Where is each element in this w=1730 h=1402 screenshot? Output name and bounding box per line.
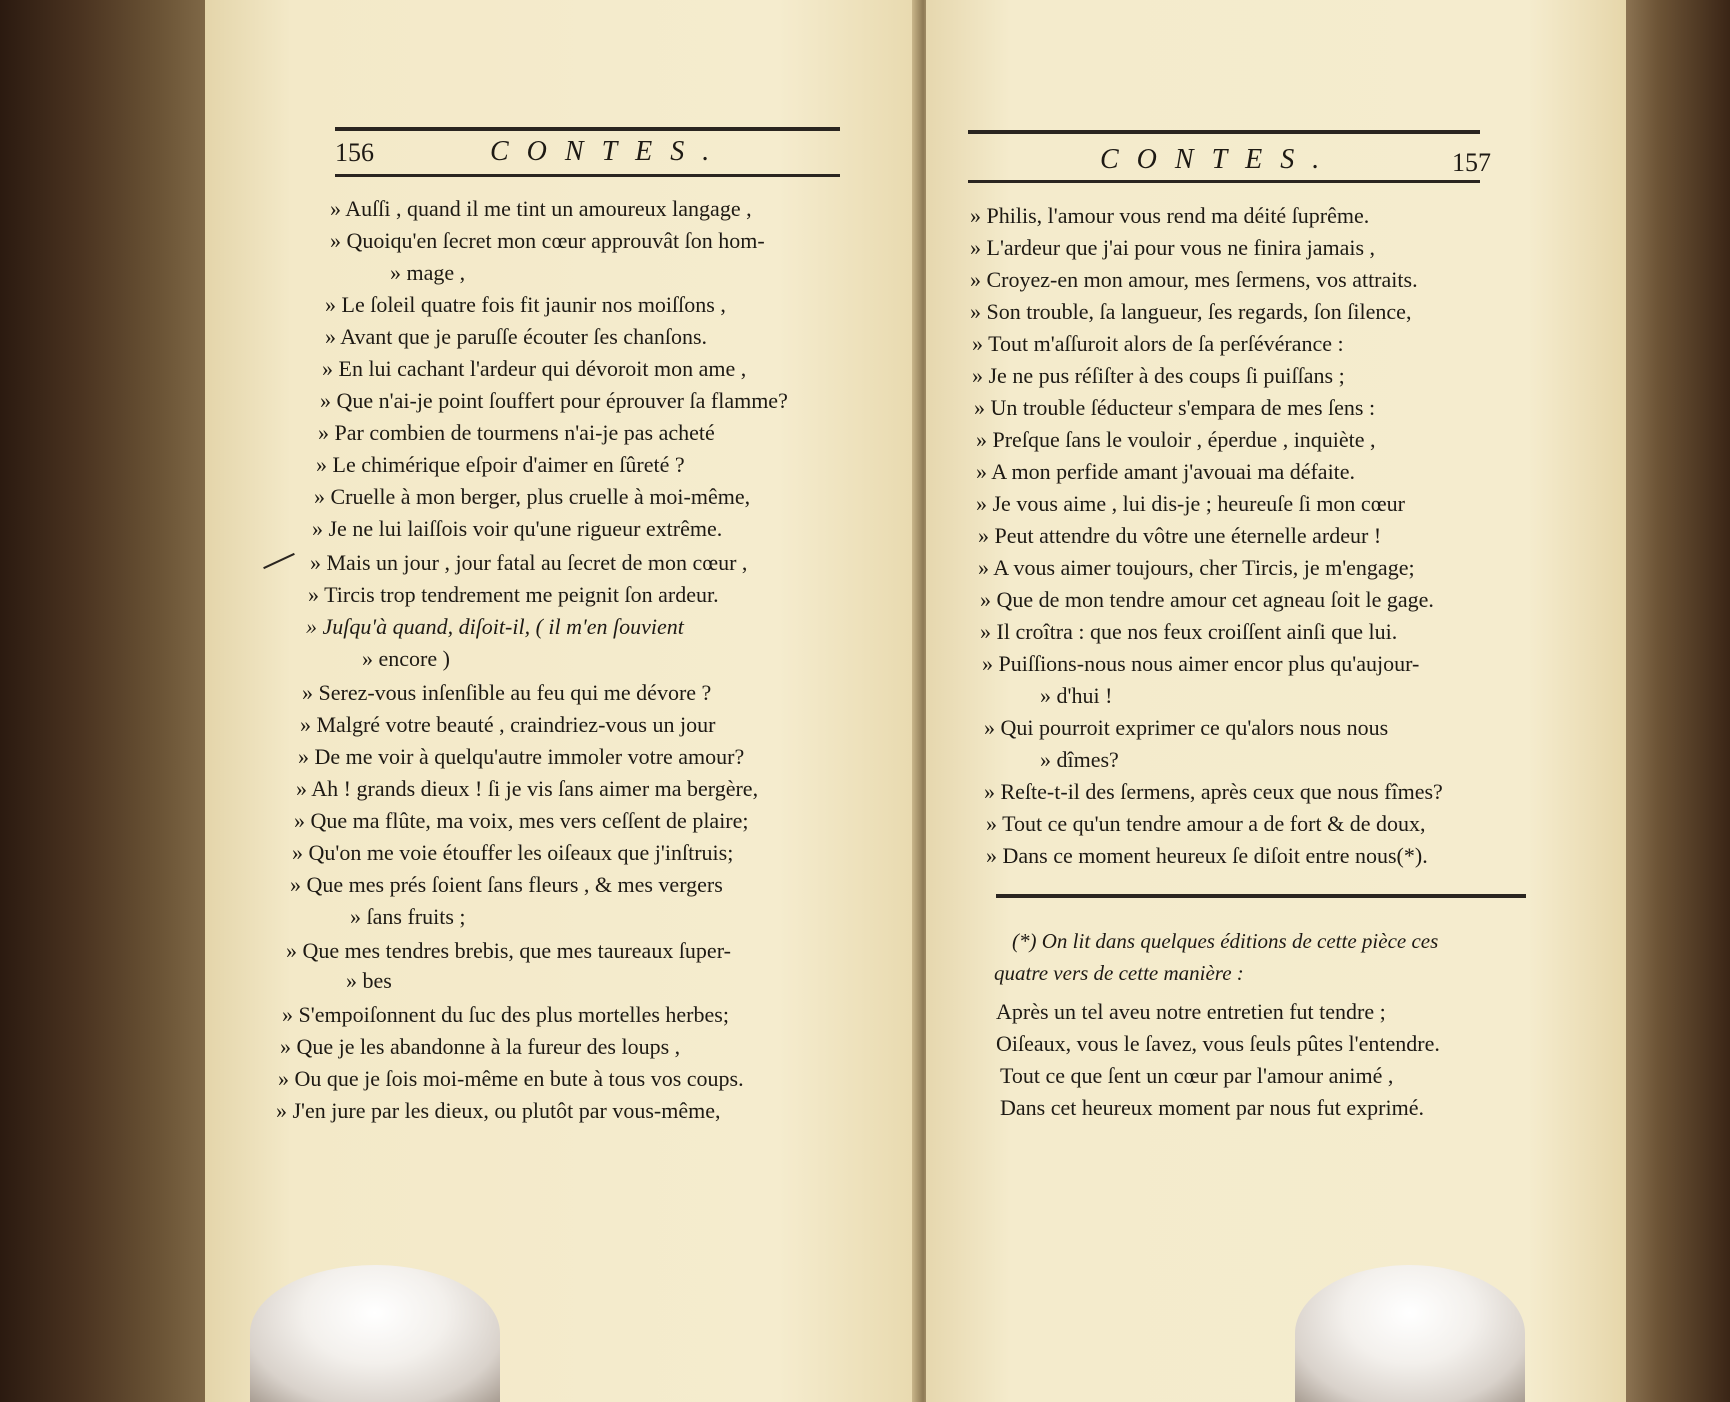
verse-line: » Croyez-en mon amour, mes ſermens, vos attraits. bbox=[970, 267, 1418, 292]
footnote-verse: Tout ce que ſent un cœur par l'amour animé , bbox=[1000, 1063, 1394, 1088]
verse-line: » Je ne lui laiſſois voir qu'une rigueur extrême. bbox=[312, 516, 723, 541]
verse-line: » Que je les abandonne à la fureur des loups , bbox=[280, 1034, 681, 1059]
verse-line: » Reſte-t-il des ſermens, après ceux que nous fîmes? bbox=[984, 779, 1443, 804]
verse-line: » Que ma flûte, ma voix, mes vers ceſſent de plaire; bbox=[294, 808, 749, 833]
verse-line: » Tout ce qu'un tendre amour a de fort & de doux, bbox=[986, 811, 1426, 836]
verse-line: » Le ſoleil quatre fois fit jaunir nos moiſſons , bbox=[325, 292, 726, 317]
verse-line: » Un trouble ſéducteur s'empara de mes ſens : bbox=[974, 395, 1376, 420]
verse-line: » d'hui ! bbox=[1040, 683, 1113, 708]
verse-line: » encore ) bbox=[362, 646, 450, 671]
footnote-intro: (*) On lit dans quelques éditions de cette pièce ces bbox=[1012, 929, 1439, 953]
verse-line: » Il croîtra : que nos feux croiſſent ainſi que lui. bbox=[980, 619, 1398, 644]
verse-line: » bes bbox=[346, 968, 392, 993]
footnote-separator bbox=[996, 894, 1526, 898]
verse-line: » A vous aimer toujours, cher Tircis, je m'engage; bbox=[978, 555, 1415, 580]
left-running-header: CONTES. bbox=[490, 136, 728, 167]
left-header-bottom-rule bbox=[335, 174, 840, 177]
verse-line: » Ah ! grands dieux ! ſi je vis ſans aimer ma bergère, bbox=[296, 776, 759, 801]
right-header-bottom-rule bbox=[968, 180, 1480, 183]
book-edge-left bbox=[0, 0, 230, 1402]
verse-line: » Le chimérique eſpoir d'aimer en ſûreté ? bbox=[316, 452, 685, 477]
verse-line: » Malgré votre beauté , craindriez-vous un jour bbox=[300, 712, 716, 737]
verse-line: » Preſque ſans le vouloir , éperdue , inquiète , bbox=[976, 427, 1376, 452]
verse-line: » Juſqu'à quand, diſoit-il, ( il m'en ſouvient bbox=[306, 614, 684, 639]
right-running-header: CONTES. bbox=[1100, 144, 1338, 175]
verse-line: » Je vous aime , lui dis-je ; heureuſe ſi mon cœur bbox=[976, 491, 1405, 516]
footnote-verse: Après un tel aveu notre entretien fut tendre ; bbox=[996, 999, 1386, 1024]
verse-line: » S'empoiſonnent du ſuc des plus mortelles herbes; bbox=[282, 1002, 729, 1027]
verse-line: » Tout m'aſſuroit alors de ſa perſévérance : bbox=[972, 331, 1344, 356]
verse-line: » Mais un jour , jour fatal au ſecret de mon cœur , bbox=[310, 550, 748, 575]
verse-line: » Philis, l'amour vous rend ma déité ſuprême. bbox=[970, 203, 1370, 228]
verse-line: » Par combien de tourmens n'ai-je pas acheté bbox=[318, 420, 715, 445]
verse-line: » De me voir à quelqu'autre immoler votre amour? bbox=[298, 744, 745, 769]
verse-line: » A mon perfide amant j'avouai ma défaite. bbox=[976, 459, 1356, 484]
verse-line: » dîmes? bbox=[1040, 747, 1119, 772]
verse-line: » Cruelle à mon berger, plus cruelle à moi-même, bbox=[314, 484, 751, 509]
footnote-verse: Oiſeaux, vous le ſavez, vous ſeuls pûtes l'entendre. bbox=[996, 1031, 1440, 1056]
verse-line: » Serez-vous inſenſible au feu qui me dévore ? bbox=[302, 680, 712, 705]
verse-line: » J'en jure par les dieux, ou plutôt par vous-même, bbox=[276, 1098, 721, 1123]
verse-line: » Que mes prés ſoient ſans fleurs , & mes vergers bbox=[290, 872, 723, 897]
verse-line: » Je ne pus réſiſter à des coups ſi puiſſans ; bbox=[972, 363, 1345, 388]
verse-line: » En lui cachant l'ardeur qui dévoroit mon ame , bbox=[322, 356, 747, 381]
verse-line: » mage , bbox=[390, 260, 466, 285]
verse-line: » Dans ce moment heureux ſe diſoit entre nous(*). bbox=[986, 843, 1428, 868]
right-page-number: 157 bbox=[1452, 148, 1491, 177]
verse-line: » Qui pourroit exprimer ce qu'alors nous nous bbox=[984, 715, 1389, 740]
verse-line: » Ou que je ſois moi-même en bute à tous vos coups. bbox=[278, 1066, 744, 1091]
verse-line: » Avant que je paruſſe écouter ſes chanſons. bbox=[325, 324, 708, 349]
verse-line: » Qu'on me voie étouffer les oiſeaux que j'inſtruis; bbox=[292, 840, 734, 865]
verse-line: » L'ardeur que j'ai pour vous ne finira jamais , bbox=[970, 235, 1376, 260]
footnote-intro: quatre vers de cette manière : bbox=[994, 961, 1244, 985]
verse-line: » Que n'ai-je point ſouffert pour éprouver ſa flamme? bbox=[320, 388, 788, 413]
verse-line: » Son trouble, ſa langueur, ſes regards, ſon ſilence, bbox=[970, 299, 1412, 324]
right-header-top-rule bbox=[968, 130, 1480, 134]
verse-line: » Que mes tendres brebis, que mes taureaux ſuper- bbox=[286, 938, 731, 963]
book-edge-right bbox=[1610, 0, 1730, 1402]
verse-line: » Auſſi , quand il me tint un amoureux langage , bbox=[330, 196, 752, 221]
footnote-verse: Dans cet heureux moment par nous fut exprimé. bbox=[1000, 1095, 1424, 1120]
verse-line: » Peut attendre du vôtre une éternelle ardeur ! bbox=[978, 523, 1382, 548]
verse-line: » Puiſſions-nous nous aimer encor plus qu'aujour- bbox=[982, 651, 1420, 676]
verse-line: » Tircis trop tendrement me peignit ſon ardeur. bbox=[308, 582, 719, 607]
right-thumb bbox=[1295, 1265, 1525, 1402]
left-page-number: 156 bbox=[335, 138, 374, 167]
verse-line: » Que de mon tendre amour cet agneau ſoit le gage. bbox=[980, 587, 1434, 612]
left-thumb bbox=[250, 1265, 500, 1402]
verse-line: » ſans fruits ; bbox=[350, 904, 466, 929]
verse-line: » Quoiqu'en ſecret mon cœur approuvât ſon hom- bbox=[330, 228, 765, 253]
left-header-top-rule bbox=[335, 127, 840, 131]
